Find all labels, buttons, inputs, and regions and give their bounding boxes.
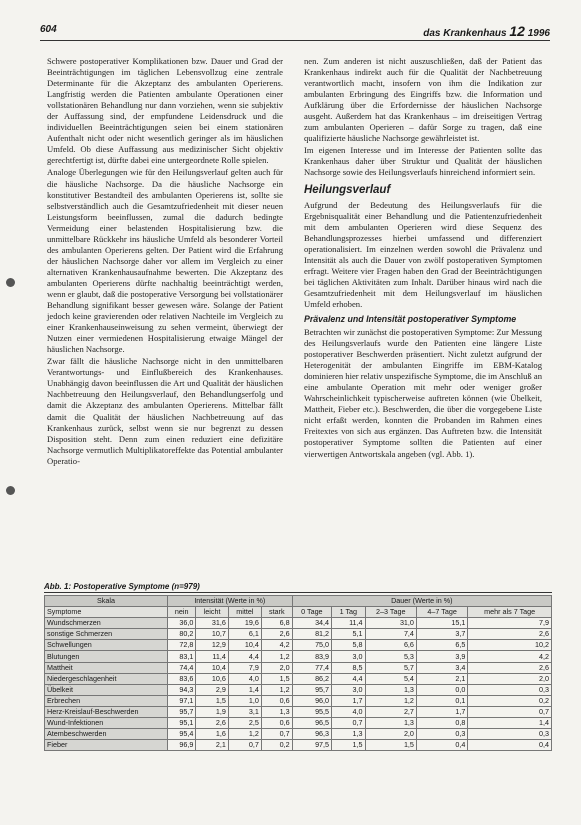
value-cell: 10,2 [468,640,552,651]
value-cell: 1,3 [332,729,365,740]
value-cell: 0,2 [261,740,292,751]
table-row [45,729,552,740]
value-cell: 2,1 [196,740,228,751]
column-header: 2–3 Tage [365,607,416,618]
right-text-column [304,56,542,461]
value-cell: 4,4 [332,673,365,684]
value-cell: 94,3 [168,684,196,695]
paragraph: nen. Zum anderen ist nicht auszuschließen, daß der Patient das Krankenhaus indirekt auch für die Qualität der Nachbetreuung verantwortlich macht, insofern von ihm die Indikation zur ambulanten Erbringung des Eingriffs bzw. die Information und Aufklärung über die Erfordernisse der häuslichen Nachsorge ausgeht. Außerdem hat das Krankenhaus – im dreiseitigen Vertrag zum ambulanten Operieren – dafür Sorge zu tragen, daß eine qualifizierte häusliche Nachsorge gewährleistet ist. [304,56,542,144]
table-row [45,662,552,673]
value-cell: 4,2 [468,651,552,662]
value-cell: 3,7 [416,629,467,640]
value-cell: 1,2 [261,684,292,695]
value-cell: 1,5 [365,740,416,751]
value-cell: 6,6 [365,640,416,651]
value-cell: 0,6 [261,695,292,706]
table-row [45,740,552,751]
value-cell: 5,3 [365,651,416,662]
value-cell: 34,4 [292,618,331,629]
column-header: mehr als 7 Tage [468,607,552,618]
value-cell: 81,2 [292,629,331,640]
symptom-name-cell: sonstige Schmerzen [45,629,168,640]
column-header: stark [261,607,292,618]
punch-hole-icon [6,278,15,287]
column-header: 1 Tag [332,607,365,618]
value-cell: 0,0 [416,684,467,695]
value-cell: 95,7 [292,684,331,695]
value-cell: 0,4 [416,740,467,751]
value-cell: 2,6 [261,629,292,640]
value-cell: 1,5 [332,740,365,751]
value-cell: 2,0 [468,673,552,684]
value-cell: 74,4 [168,662,196,673]
value-cell: 4,0 [332,706,365,717]
value-cell: 95,1 [168,718,196,729]
table-header-row [45,596,552,607]
value-cell: 83,6 [168,673,196,684]
value-cell: 96,9 [168,740,196,751]
table-row [45,673,552,684]
value-cell: 2,7 [365,706,416,717]
value-cell: 1,3 [261,706,292,717]
value-cell: 1,2 [261,651,292,662]
value-cell: 0,1 [416,695,467,706]
value-cell: 1,0 [228,695,261,706]
value-cell: 0,3 [468,684,552,695]
value-cell: 36,0 [168,618,196,629]
column-header: nein [168,607,196,618]
symptom-name-cell: Übelkeit [45,684,168,695]
left-text-column [47,56,283,468]
table-row [45,718,552,729]
value-cell: 5,8 [332,640,365,651]
value-cell: 3,9 [416,651,467,662]
value-cell: 31,0 [365,618,416,629]
value-cell: 3,1 [228,706,261,717]
table-row [45,618,552,629]
value-cell: 5,1 [332,629,365,640]
symptom-name-cell: Wundschmerzen [45,618,168,629]
value-cell: 4,4 [228,651,261,662]
table-body [45,618,552,751]
value-cell: 0,3 [416,729,467,740]
value-cell: 1,3 [365,718,416,729]
section-heading: Heilungsverlauf [304,183,391,196]
paragraph: Aufgrund der Bedeutung des Heilungsverlaufs für die Ergebnisqualität einer Behandlung und die Patientenzufriedenheit mit dem ambulanten Operieren wird diese Sequenz des Behandlungsprozesses hierbei umfassend und differenziert operationalisiert. Im einzelnen werden sowohl die Prävalenz und Intensität als auch die Dauer von zwölf postoperativen Symptomen erfragt. Weitere vier Fragen haben den Grad der Beeinträchtigungen bei täglichen Aktivitäten zum Inhalt. Darüber hinaus wird nach die Gesamtzufriedenheit mit dem Heilungsverlauf im häuslichen Umfeld erhoben. [304,199,542,309]
symptom-name-cell: Schwellungen [45,640,168,651]
value-cell: 4,0 [228,673,261,684]
paragraph: Im eigenen Interesse und im Interesse der Patienten sollte das Krankenhaus daher über Struktur und Qualität der häuslichen Nachsorge sowie des Heilungsverlaufs hinreichend informiert sein. [304,145,542,178]
symptom-name-cell: Herz-Kreislauf-Beschwerden [45,706,168,717]
page-header [40,22,550,41]
value-cell: 8,5 [332,662,365,673]
skala-header: Skala [45,596,168,607]
value-cell: 2,0 [261,662,292,673]
value-cell: 5,4 [365,673,416,684]
value-cell: 2,6 [196,718,228,729]
issue-number: 12 [509,23,525,39]
value-cell: 77,4 [292,662,331,673]
intensity-header: Intensität (Werte in %) [168,596,293,607]
symptome-header: Symptome [45,607,168,618]
value-cell: 11,4 [332,618,365,629]
value-cell: 0,3 [468,729,552,740]
symptom-name-cell: Fieber [45,740,168,751]
table-row [45,629,552,640]
symptom-name-cell: Wund-Infektionen [45,718,168,729]
table-row [45,695,552,706]
value-cell: 3,0 [332,651,365,662]
column-header: leicht [196,607,228,618]
value-cell: 1,5 [261,673,292,684]
value-cell: 95,5 [292,706,331,717]
value-cell: 1,4 [228,684,261,695]
value-cell: 7,9 [228,662,261,673]
symptom-name-cell: Erbrechen [45,695,168,706]
value-cell: 1,7 [416,706,467,717]
page-number: 604 [40,24,57,35]
value-cell: 0,8 [416,718,467,729]
value-cell: 0,7 [468,706,552,717]
value-cell: 96,0 [292,695,331,706]
value-cell: 4,2 [261,640,292,651]
value-cell: 1,4 [468,718,552,729]
paragraph: Analoge Überlegungen wie für den Heilungsverlauf gelten auch für die häusliche Nachsorge. Da die häusliche Nachsorge ein konstitutiver Bestandteil des ambulanten Operierens ist, sollte sie selbstverständlich auch die Gesamtzufriedenheit mit dieser neuen Leistungsform beeinflussen, zumal die dadurch bedingte Vermeidung einer belastenden Hospitalisierung bzw. die unmittelbare Rückkehr ins häusliche Umfeld als besonderer Vorteil des ambulanten Operierens gelten. Der Patient wird die Erfahrung der häuslichen Nachsorge daher vor allem im Vergleich zu einer alternativen Krankenhausaufnahme bewerten. Die Akzeptanz des ambulanten Operierens dürfte nachhaltig beeinträchtigt werden, wenn er glaubt, daß die postoperative Versorgung bei vollstationärer Behandlung signifikant besser gewesen wäre. Solange der Patient jedoch keine gravierenden oder relativen Nachteile im Vergleich zu einer Krankenhauseinweisung zu sehen vermeint, überwiegt der Nutzen einer vermiedenen Hospitalisierung etwaige Mängel der häuslichen Nachsorge. [47,167,283,355]
value-cell: 97,1 [168,695,196,706]
value-cell: 83,9 [292,651,331,662]
value-cell: 75,0 [292,640,331,651]
duration-header: Dauer (Werte in %) [292,596,551,607]
value-cell: 2,1 [416,673,467,684]
value-cell: 72,8 [168,640,196,651]
value-cell: 2,0 [365,729,416,740]
table-row [45,684,552,695]
value-cell: 10,4 [196,662,228,673]
journal-name: das Krankenhaus [423,28,507,39]
table-title: Abb. 1: Postoperative Symptome (n=979) [44,582,552,593]
value-cell: 31,6 [196,618,228,629]
value-cell: 1,9 [196,706,228,717]
value-cell: 7,4 [365,629,416,640]
symptom-name-cell: Niedergeschlagenheit [45,673,168,684]
symptom-name-cell: Atembeschwerden [45,729,168,740]
value-cell: 3,0 [332,684,365,695]
column-header-row [45,607,552,618]
year: 1996 [527,28,550,39]
value-cell: 86,2 [292,673,331,684]
symptom-name-cell: Blutungen [45,651,168,662]
table-row [45,640,552,651]
value-cell: 0,6 [261,718,292,729]
table-row [45,706,552,717]
value-cell: 0,2 [468,695,552,706]
paragraph: Betrachten wir zunächst die postoperativen Symptome: Zur Messung des Heilungsverlaufs wurde den Patienten eine längere Liste postoperativer Beschwerden präsentiert. Nicht zuletzt aufgrund der Heterogenität der ambulanten Eingriffe im EBM-Katalog dominieren hier relativ unspezifische Symptome, die im Anschluß an eine ambulante Operation mit mehr oder weniger großer Wahrscheinlichkeit typischerweise auftreten können (wie Übelkeit, Mattheit, Fieber etc.). Beschwerden, die über die vorgegebene Liste nicht erfaßt werden, konnten die Probanden im Rahmen eines Freitextes von sich aus ergänzen. Das Auftreten bzw. die Intensität postoperativer Symptome sollten die Patienten auf einer vierwertigen Antwortskala angeben (vgl. Abb. 1). [304,326,542,459]
value-cell: 96,3 [292,729,331,740]
journal-title [423,23,550,39]
value-cell: 96,5 [292,718,331,729]
value-cell: 11,4 [196,651,228,662]
value-cell: 1,2 [365,695,416,706]
value-cell: 95,7 [168,706,196,717]
column-header: 0 Tage [292,607,331,618]
value-cell: 0,7 [332,718,365,729]
value-cell: 1,6 [196,729,228,740]
symptom-name-cell: Mattheit [45,662,168,673]
paragraph: Schwere postoperativer Komplikationen bzw. Dauer und Grad der Beeinträchtigungen im täglichen Lebensvollzug eine zentrale Determinante für die Akzeptanz des ambulanten Operierens. Langfristig werden die Patienten ambulante Operationen einer vollstationären Behandlung nur dann vorziehen, wenn sie subjektiv der Auffassung sind, der empfundene Leidensdruck und die individuellen Beeinträchtigungen seien bei einem stationären Aufenthalt nicht oder nicht wesentlich geringer als im häuslichen Umfeld. Ob diese Auffassung aus medizinischer Sicht objektiv gerechtfertigt ist, dürfte dabei eine untergeordnete Rolle spielen. [47,56,283,166]
value-cell: 10,7 [196,629,228,640]
value-cell: 19,6 [228,618,261,629]
value-cell: 83,1 [168,651,196,662]
value-cell: 15,1 [416,618,467,629]
value-cell: 97,5 [292,740,331,751]
punch-hole-icon [6,486,15,495]
column-header: 4–7 Tage [416,607,467,618]
paragraph: Zwar fällt die häusliche Nachsorge nicht in den unmittelbaren Verantwortungs- und Einflußbereich des Krankenhauses. Unabhängig davon beeinflussen die Art und Qualität der häuslichen Nachbetreuung den Heilungsverlauf, den Behandlungserfolg und damit die Akzeptanz des ambulanten Operierens. Mittelbar fällt damit die Qualität der häuslichen Nachbetreuung auf das Krankenhaus zurück, selbst wenn sie nur begrenzt zu dessen Disposition steht. Denn zum einen reduziert eine defizitäre Nachsorge vermutlich Multiplikatoreffekte das Potential ambulanter Operatio- [47,356,283,466]
subsection-heading: Prävalenz und Intensität postoperativer Symptome [304,313,517,324]
column-header: mittel [228,607,261,618]
value-cell: 95,4 [168,729,196,740]
value-cell: 3,4 [416,662,467,673]
symptom-table [44,595,552,751]
value-cell: 2,6 [468,662,552,673]
value-cell: 6,8 [261,618,292,629]
value-cell: 1,2 [228,729,261,740]
value-cell: 1,7 [332,695,365,706]
value-cell: 80,2 [168,629,196,640]
value-cell: 1,3 [365,684,416,695]
value-cell: 0,7 [228,740,261,751]
symptom-table-figure [44,582,552,751]
value-cell: 2,5 [228,718,261,729]
value-cell: 10,4 [228,640,261,651]
value-cell: 7,9 [468,618,552,629]
value-cell: 5,7 [365,662,416,673]
value-cell: 2,9 [196,684,228,695]
value-cell: 2,6 [468,629,552,640]
value-cell: 10,6 [196,673,228,684]
value-cell: 12,9 [196,640,228,651]
table-row [45,651,552,662]
value-cell: 1,5 [196,695,228,706]
value-cell: 0,7 [261,729,292,740]
value-cell: 6,1 [228,629,261,640]
value-cell: 6,5 [416,640,467,651]
value-cell: 0,4 [468,740,552,751]
